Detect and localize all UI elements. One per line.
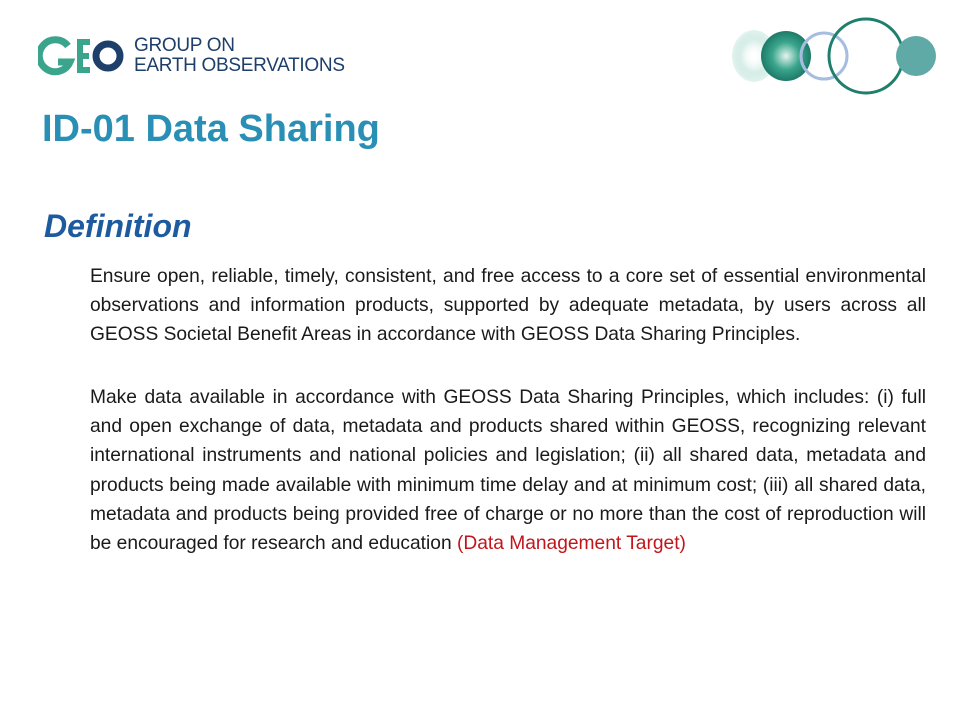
org-name xyxy=(134,36,345,76)
org-name-line1: GROUP ON xyxy=(134,35,235,56)
slide-title: ID-01 Data Sharing xyxy=(42,108,380,150)
definition-paragraph-1-text: Ensure open, reliable, timely, consistent, and free access to a core set of essential environmental observations and information products, supported by adequate metadata, by users across all GEOSS Societal Benefit Areas in accordance with GEOSS Data Sharing Principles. xyxy=(90,266,926,346)
org-name-line2: EARTH OBSERVATIONS xyxy=(134,55,345,76)
section-heading: Definition xyxy=(44,208,192,244)
definition-paragraph-1 xyxy=(90,262,926,350)
geo-logo-mark-icon xyxy=(38,36,124,76)
definition-paragraph-2 xyxy=(90,383,926,558)
geo-logo xyxy=(38,36,345,76)
definition-paragraph-2-text: Make data available in accordance with GEOSS Data Sharing Principles, which includes: (i) full and open exchange of data, metadata and products shared within GEOSS, recognizing relevant international instruments and national policies and legislation; (ii) all shared data, metadata and products being made available with minimum time delay and at minimum cost; (iii) all shared data, metadata and products being provided free of charge or no more than the cost of reproduction will be encouraged for research and education xyxy=(90,387,926,555)
data-management-target: (Data Management Target) xyxy=(456,533,686,555)
decorative-circles-icon xyxy=(726,12,946,102)
